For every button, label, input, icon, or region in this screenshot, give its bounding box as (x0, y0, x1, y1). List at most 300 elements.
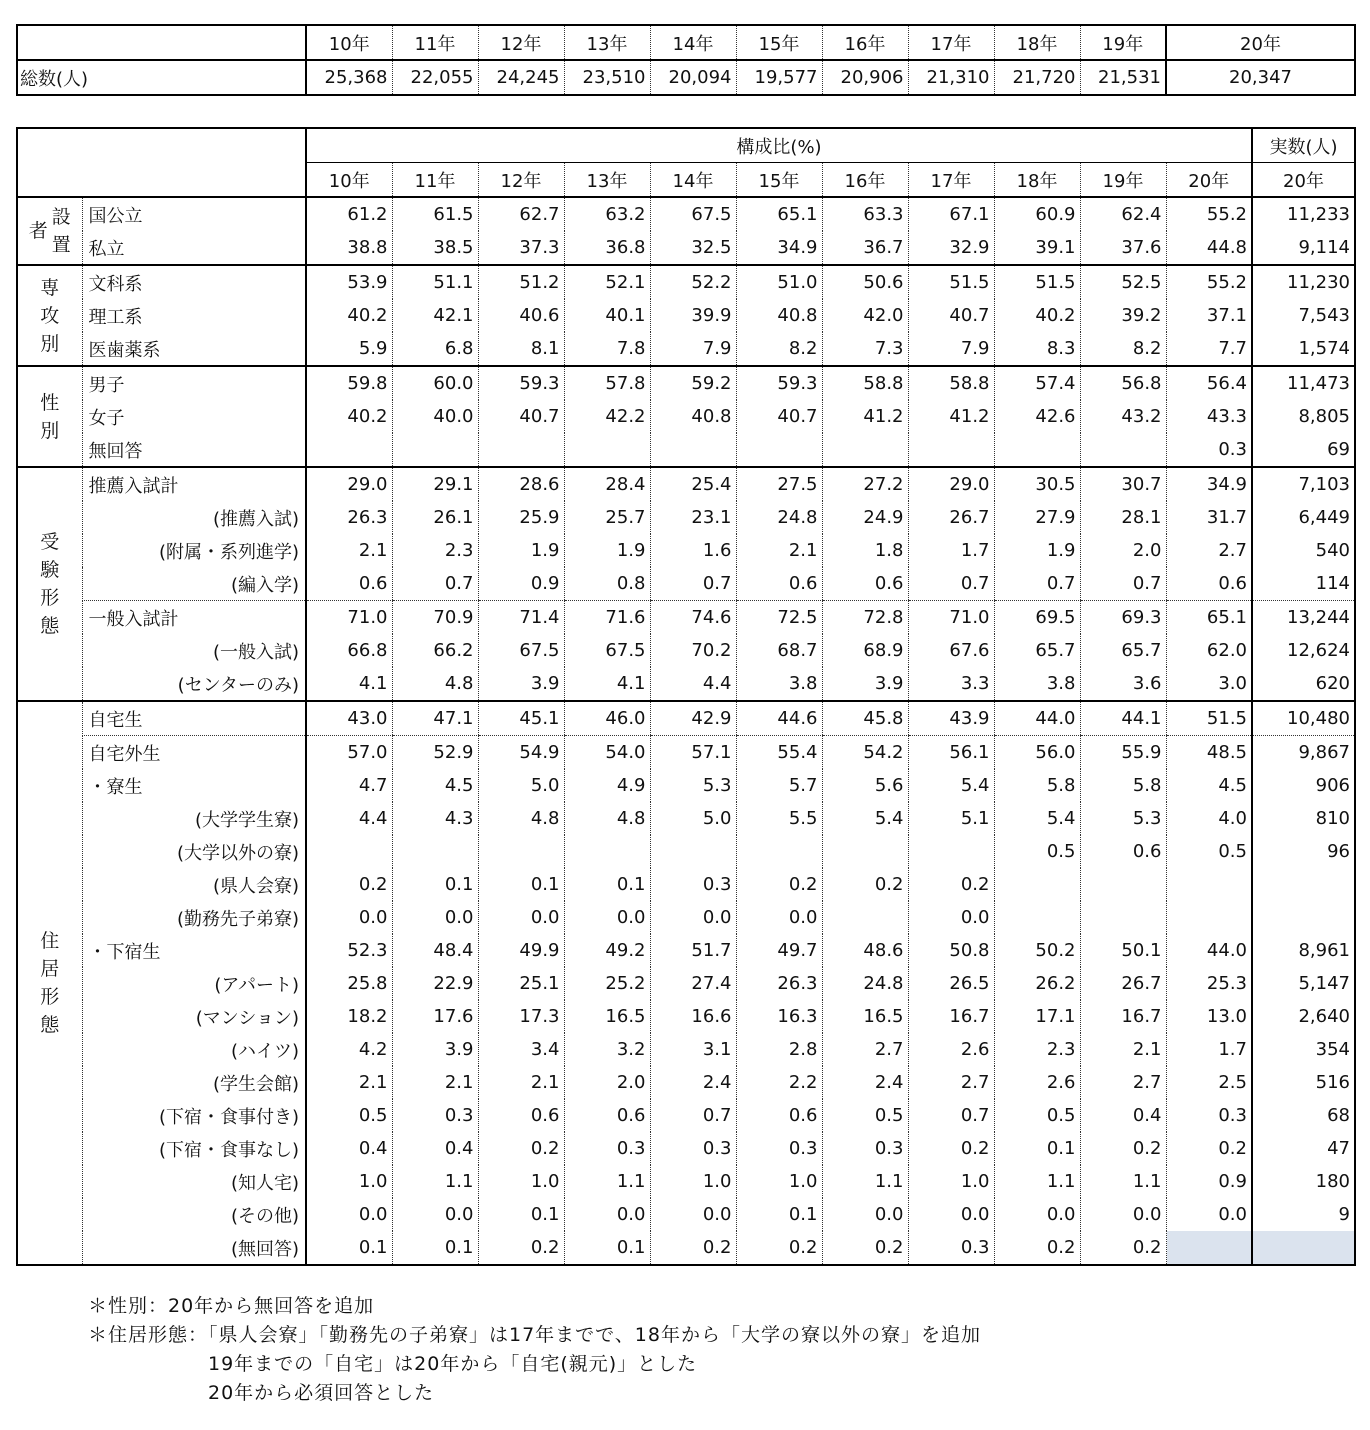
ratio-cell: 5.3 (650, 769, 736, 802)
ratio-cell: 2.7 (1080, 1066, 1166, 1099)
actual-cell: 68 (1252, 1099, 1355, 1132)
ratio-cell: 5.7 (736, 769, 822, 802)
ratio-cell: 51.2 (478, 265, 564, 299)
row-label: 男子 (82, 366, 306, 400)
ratio-cell: 66.8 (306, 634, 392, 667)
ratio-cell: 50.1 (1080, 934, 1166, 967)
ratio-cell: 2.3 (994, 1033, 1080, 1066)
ratio-cell: 0.4 (1080, 1099, 1166, 1132)
ratio-cell: 40.8 (736, 299, 822, 332)
ratio-cell: 32.9 (908, 231, 994, 265)
ratio-cell: 24.9 (822, 501, 908, 534)
ratio-cell: 0.6 (736, 567, 822, 601)
ratio-cell: 0.2 (736, 868, 822, 901)
ratio-cell: 4.8 (564, 802, 650, 835)
ratio-cell: 4.2 (306, 1033, 392, 1066)
ratio-cell: 1.0 (478, 1165, 564, 1198)
ratio-cell: 65.1 (736, 197, 822, 231)
ratio-cell (1166, 1231, 1252, 1265)
ratio-cell: 59.3 (736, 366, 822, 400)
actual-cell: 354 (1252, 1033, 1355, 1066)
year-header: 18年 (994, 25, 1080, 60)
year-header: 12年 (478, 25, 564, 60)
ratio-cell: 1.9 (994, 534, 1080, 567)
ratio-cell: 36.7 (822, 231, 908, 265)
ratio-cell: 0.7 (994, 567, 1080, 601)
table-row (17, 1033, 1355, 1066)
ratio-cell: 42.2 (564, 400, 650, 433)
table-row (17, 901, 1355, 934)
ratio-cell: 23.1 (650, 501, 736, 534)
ratio-cell: 59.8 (306, 366, 392, 400)
ratio-cell: 29.1 (392, 467, 478, 501)
row-label: (無回答) (82, 1231, 306, 1265)
ratio-cell: 63.3 (822, 197, 908, 231)
ratio-cell (478, 835, 564, 868)
ratio-cell: 56.8 (1080, 366, 1166, 400)
section-label-char: 受 (40, 531, 60, 553)
year-header: 11年 (392, 25, 478, 60)
year-header: 14年 (650, 25, 736, 60)
ratio-cell: 2.1 (736, 534, 822, 567)
ratio-cell: 2.5 (1166, 1066, 1252, 1099)
ratio-cell: 49.2 (564, 934, 650, 967)
actual-cell: 7,103 (1252, 467, 1355, 501)
table-row (17, 197, 1355, 231)
ratio-cell: 0.1 (306, 1231, 392, 1265)
row-label: (大学学生寮) (82, 802, 306, 835)
ratio-cell (736, 835, 822, 868)
ratio-cell: 0.1 (392, 868, 478, 901)
ratio-cell: 3.9 (822, 667, 908, 701)
ratio-cell: 40.2 (306, 299, 392, 332)
ratio-cell: 57.0 (306, 736, 392, 770)
ratio-cell: 0.2 (478, 1132, 564, 1165)
ratio-cell: 26.7 (1080, 967, 1166, 1000)
table-row (17, 667, 1355, 701)
row-label: ・下宿生 (82, 934, 306, 967)
actual-year-header: 20年 (1252, 163, 1355, 198)
ratio-cell: 52.1 (564, 265, 650, 299)
ratio-cell: 0.6 (1080, 835, 1166, 868)
ratio-cell: 47.1 (392, 701, 478, 736)
ratio-cell: 16.3 (736, 1000, 822, 1033)
ratio-cell: 50.2 (994, 934, 1080, 967)
ratio-cell: 0.2 (650, 1231, 736, 1265)
ratio-cell: 4.4 (306, 802, 392, 835)
ratio-cell: 26.7 (908, 501, 994, 534)
ratio-cell: 5.4 (994, 802, 1080, 835)
table-row (17, 769, 1355, 802)
actual-header: 実数(人) (1252, 128, 1355, 163)
ratio-cell: 17.1 (994, 1000, 1080, 1033)
ratio-cell (908, 835, 994, 868)
ratio-cell: 5.1 (908, 802, 994, 835)
ratio-cell (908, 433, 994, 467)
row-label: (知人宅) (82, 1165, 306, 1198)
ratio-cell: 0.0 (822, 1198, 908, 1231)
year-header: 15年 (736, 163, 822, 198)
actual-cell: 96 (1252, 835, 1355, 868)
ratio-cell: 0.3 (564, 1132, 650, 1165)
ratio-cell: 0.2 (822, 1231, 908, 1265)
ratio-cell (564, 835, 650, 868)
ratio-cell: 0.0 (1080, 1198, 1166, 1231)
ratio-cell: 3.3 (908, 667, 994, 701)
ratio-cell (1080, 433, 1166, 467)
ratio-cell: 25.3 (1166, 967, 1252, 1000)
ratio-cell: 25.2 (564, 967, 650, 1000)
ratio-cell: 58.8 (908, 366, 994, 400)
ratio-cell: 26.2 (994, 967, 1080, 1000)
ratio-cell (1080, 868, 1166, 901)
year-header: 16年 (822, 25, 908, 60)
ratio-cell: 2.1 (1080, 1033, 1166, 1066)
ratio-cell: 16.5 (564, 1000, 650, 1033)
table-row (17, 868, 1355, 901)
ratio-cell: 0.4 (306, 1132, 392, 1165)
ratio-cell: 30.7 (1080, 467, 1166, 501)
table-row (17, 835, 1355, 868)
row-label: (下宿・食事付き) (82, 1099, 306, 1132)
ratio-cell: 1.0 (306, 1165, 392, 1198)
ratio-cell: 0.0 (736, 901, 822, 934)
ratio-cell: 60.0 (392, 366, 478, 400)
ratio-cell: 40.1 (564, 299, 650, 332)
ratio-cell: 28.6 (478, 467, 564, 501)
ratio-cell: 71.4 (478, 601, 564, 635)
ratio-cell: 0.2 (1166, 1132, 1252, 1165)
ratio-cell: 2.7 (822, 1033, 908, 1066)
ratio-cell: 2.7 (908, 1066, 994, 1099)
total-cell: 20,906 (822, 60, 908, 95)
ratio-cell: 56.1 (908, 736, 994, 770)
ratio-cell: 0.3 (1166, 1099, 1252, 1132)
ratio-cell: 0.1 (736, 1198, 822, 1231)
ratio-cell: 72.8 (822, 601, 908, 635)
ratio-cell (306, 835, 392, 868)
table-row (17, 802, 1355, 835)
actual-cell: 2,640 (1252, 1000, 1355, 1033)
ratio-cell: 2.6 (908, 1033, 994, 1066)
ratio-cell: 0.5 (822, 1099, 908, 1132)
ratio-cell: 43.3 (1166, 400, 1252, 433)
ratio-cell: 26.1 (392, 501, 478, 534)
row-label: 文科系 (82, 265, 306, 299)
ratio-cell: 2.1 (306, 534, 392, 567)
section-label-char: 別 (40, 332, 60, 355)
table-row (17, 332, 1355, 366)
ratio-cell: 54.2 (822, 736, 908, 770)
ratio-cell: 8.1 (478, 332, 564, 366)
actual-cell: 11,233 (1252, 197, 1355, 231)
ratio-cell: 0.0 (564, 901, 650, 934)
ratio-cell: 42.1 (392, 299, 478, 332)
ratio-cell: 7.3 (822, 332, 908, 366)
total-cell: 23,510 (564, 60, 650, 95)
ratio-cell: 67.6 (908, 634, 994, 667)
ratio-cell: 65.7 (1080, 634, 1166, 667)
ratio-cell: 56.4 (1166, 366, 1252, 400)
ratio-cell: 49.7 (736, 934, 822, 967)
actual-cell: 10,480 (1252, 701, 1355, 736)
ratio-cell: 55.2 (1166, 197, 1252, 231)
ratio-cell: 48.5 (1166, 736, 1252, 770)
year-header: 11年 (392, 163, 478, 198)
ratio-cell: 71.0 (908, 601, 994, 635)
actual-cell: 540 (1252, 534, 1355, 567)
ratio-cell (392, 835, 478, 868)
total-cell: 20,094 (650, 60, 736, 95)
ratio-cell (392, 433, 478, 467)
ratio-cell: 34.9 (1166, 467, 1252, 501)
year-header: 17年 (908, 163, 994, 198)
ratio-cell: 0.1 (564, 868, 650, 901)
ratio-cell: 0.9 (478, 567, 564, 601)
row-label: 一般入試計 (82, 601, 306, 635)
section-label-char: 者 (28, 220, 48, 242)
ratio-cell: 65.1 (1166, 601, 1252, 635)
ratio-cell: 0.5 (1166, 835, 1252, 868)
actual-cell: 8,961 (1252, 934, 1355, 967)
ratio-cell: 30.5 (994, 467, 1080, 501)
ratio-cell: 2.3 (392, 534, 478, 567)
table-row (17, 701, 1355, 736)
ratio-cell: 36.8 (564, 231, 650, 265)
table-row (17, 1231, 1355, 1265)
ratio-cell: 4.4 (650, 667, 736, 701)
table-row (17, 1198, 1355, 1231)
table-row (17, 934, 1355, 967)
section-label-wrap (18, 203, 82, 259)
ratio-cell: 54.9 (478, 736, 564, 770)
table-row (17, 967, 1355, 1000)
ratio-cell: 69.5 (994, 601, 1080, 635)
total-cell: 19,577 (736, 60, 822, 95)
row-label: 自宅生 (82, 701, 306, 736)
section-label-char: 態 (40, 1014, 60, 1036)
ratio-cell: 0.6 (736, 1099, 822, 1132)
ratio-cell: 1.7 (1166, 1033, 1252, 1066)
ratio-cell: 67.5 (650, 197, 736, 231)
table-row (17, 433, 1355, 467)
ratio-cell: 0.0 (392, 901, 478, 934)
total-cell: 20,347 (1166, 60, 1355, 95)
ratio-cell: 5.0 (478, 769, 564, 802)
ratio-cell: 4.1 (306, 667, 392, 701)
year-header: 19年 (1080, 25, 1166, 60)
ratio-cell: 40.2 (994, 299, 1080, 332)
section-label-char: 形 (40, 986, 60, 1008)
ratio-cell: 51.7 (650, 934, 736, 967)
actual-cell: 6,449 (1252, 501, 1355, 534)
ratio-cell: 5.0 (650, 802, 736, 835)
ratio-cell: 17.6 (392, 1000, 478, 1033)
ratio-cell (822, 901, 908, 934)
ratio-cell: 54.0 (564, 736, 650, 770)
table-row (17, 467, 1355, 501)
footnote: ＊住居形態：「県人会寮」「勤務先の子弟寮」は17年までで、18年から「大学の寮以外の寮」を追加 (88, 1324, 981, 1346)
ratio-cell: 1.1 (822, 1165, 908, 1198)
ratio-cell: 4.9 (564, 769, 650, 802)
ratio-cell: 37.1 (1166, 299, 1252, 332)
summary-table (16, 24, 1356, 96)
section-label-char: 形 (40, 587, 60, 609)
ratio-cell: 41.2 (908, 400, 994, 433)
ratio-cell: 67.1 (908, 197, 994, 231)
total-label: 総数(人) (20, 68, 89, 90)
ratio-cell: 52.3 (306, 934, 392, 967)
ratio-cell: 49.9 (478, 934, 564, 967)
actual-cell (1252, 1231, 1355, 1265)
ratio-cell (736, 433, 822, 467)
ratio-cell: 1.1 (1080, 1165, 1166, 1198)
ratio-cell: 0.1 (478, 1198, 564, 1231)
ratio-cell: 37.6 (1080, 231, 1166, 265)
ratio-cell: 52.5 (1080, 265, 1166, 299)
actual-cell: 9,114 (1252, 231, 1355, 265)
ratio-cell: 0.9 (1166, 1165, 1252, 1198)
summary-total-row (17, 60, 1355, 95)
actual-cell (1252, 901, 1355, 934)
ratio-cell: 0.0 (650, 901, 736, 934)
section-label-char: 性 (40, 391, 60, 414)
actual-cell: 8,805 (1252, 400, 1355, 433)
section-label (17, 467, 82, 701)
ratio-cell: 42.0 (822, 299, 908, 332)
ratio-cell: 0.0 (564, 1198, 650, 1231)
ratio-cell: 1.6 (650, 534, 736, 567)
ratio-cell: 2.4 (822, 1066, 908, 1099)
ratio-cell: 48.6 (822, 934, 908, 967)
ratio-cell: 1.1 (564, 1165, 650, 1198)
ratio-cell: 0.3 (650, 1132, 736, 1165)
ratio-cell: 0.7 (392, 567, 478, 601)
section-label (17, 265, 82, 366)
ratio-cell: 0.0 (306, 901, 392, 934)
ratio-cell (1166, 868, 1252, 901)
actual-cell: 810 (1252, 802, 1355, 835)
ratio-cell: 26.3 (306, 501, 392, 534)
row-label: (下宿・食事なし) (82, 1132, 306, 1165)
ratio-cell: 3.9 (392, 1033, 478, 1066)
row-label: 国公立 (82, 197, 306, 231)
ratio-cell: 0.3 (650, 868, 736, 901)
ratio-cell: 1.1 (994, 1165, 1080, 1198)
section-label-char: 居 (40, 958, 60, 980)
ratio-cell: 68.7 (736, 634, 822, 667)
ratio-cell: 34.9 (736, 231, 822, 265)
ratio-cell: 5.3 (1080, 802, 1166, 835)
ratio-cell (822, 835, 908, 868)
ratio-cell: 43.0 (306, 701, 392, 736)
ratio-cell: 25.4 (650, 467, 736, 501)
ratio-cell: 60.9 (994, 197, 1080, 231)
ratio-cell: 1.8 (822, 534, 908, 567)
ratio-cell: 57.8 (564, 366, 650, 400)
ratio-cell: 0.2 (908, 1132, 994, 1165)
year-header: 20年 (1166, 163, 1252, 198)
row-label: (一般入試) (82, 634, 306, 667)
table-row (17, 1165, 1355, 1198)
ratio-cell: 65.7 (994, 634, 1080, 667)
ratio-cell: 0.5 (994, 835, 1080, 868)
ratio-cell: 45.8 (822, 701, 908, 736)
ratio-cell: 5.8 (1080, 769, 1166, 802)
ratio-cell (650, 433, 736, 467)
ratio-header: 構成比(%) (306, 128, 1252, 163)
ratio-cell: 62.7 (478, 197, 564, 231)
ratio-cell: 4.5 (392, 769, 478, 802)
summary-header-row (17, 25, 1355, 60)
ratio-cell: 0.5 (306, 1099, 392, 1132)
table-row (17, 501, 1355, 534)
section-label-char: 設 (51, 206, 71, 228)
ratio-cell: 43.9 (908, 701, 994, 736)
ratio-cell: 0.7 (908, 567, 994, 601)
ratio-cell: 59.2 (650, 366, 736, 400)
section-label-char: 攻 (40, 304, 60, 327)
ratio-cell: 0.1 (564, 1231, 650, 1265)
year-header: 13年 (564, 163, 650, 198)
ratio-cell: 17.3 (478, 1000, 564, 1033)
ratio-cell: 0.0 (908, 901, 994, 934)
ratio-cell: 1.9 (564, 534, 650, 567)
ratio-cell: 59.3 (478, 366, 564, 400)
row-label: (附属・系列進学) (82, 534, 306, 567)
ratio-cell: 18.2 (306, 1000, 392, 1033)
ratio-cell: 39.1 (994, 231, 1080, 265)
actual-cell: 7,543 (1252, 299, 1355, 332)
ratio-cell: 25.8 (306, 967, 392, 1000)
ratio-cell: 2.7 (1166, 534, 1252, 567)
year-header: 16年 (822, 163, 908, 198)
ratio-cell: 40.7 (478, 400, 564, 433)
year-header: 10年 (306, 163, 392, 198)
ratio-cell: 40.2 (306, 400, 392, 433)
actual-cell (1252, 868, 1355, 901)
section-label-char: 専 (40, 276, 60, 299)
ratio-cell: 0.3 (392, 1099, 478, 1132)
ratio-cell: 4.8 (478, 802, 564, 835)
ratio-cell: 3.8 (994, 667, 1080, 701)
table-row (17, 1066, 1355, 1099)
table-row (17, 601, 1355, 635)
table-row (17, 634, 1355, 667)
ratio-cell: 41.2 (822, 400, 908, 433)
row-label: (アパート) (82, 967, 306, 1000)
ratio-cell: 28.1 (1080, 501, 1166, 534)
ratio-cell: 0.5 (994, 1099, 1080, 1132)
ratio-cell: 5.8 (994, 769, 1080, 802)
ratio-cell: 1.7 (908, 534, 994, 567)
year-header: 10年 (306, 25, 392, 60)
ratio-cell: 24.8 (822, 967, 908, 1000)
section-label-char: 別 (40, 419, 60, 442)
ratio-cell: 62.0 (1166, 634, 1252, 667)
ratio-cell: 16.7 (1080, 1000, 1166, 1033)
ratio-cell: 1.0 (650, 1165, 736, 1198)
ratio-cell: 28.4 (564, 467, 650, 501)
ratio-cell: 27.4 (650, 967, 736, 1000)
ratio-cell: 74.6 (650, 601, 736, 635)
ratio-cell: 26.3 (736, 967, 822, 1000)
table-row (17, 736, 1355, 770)
ratio-cell: 5.4 (908, 769, 994, 802)
table-row (17, 265, 1355, 299)
ratio-cell: 70.9 (392, 601, 478, 635)
ratio-cell: 1.0 (908, 1165, 994, 1198)
